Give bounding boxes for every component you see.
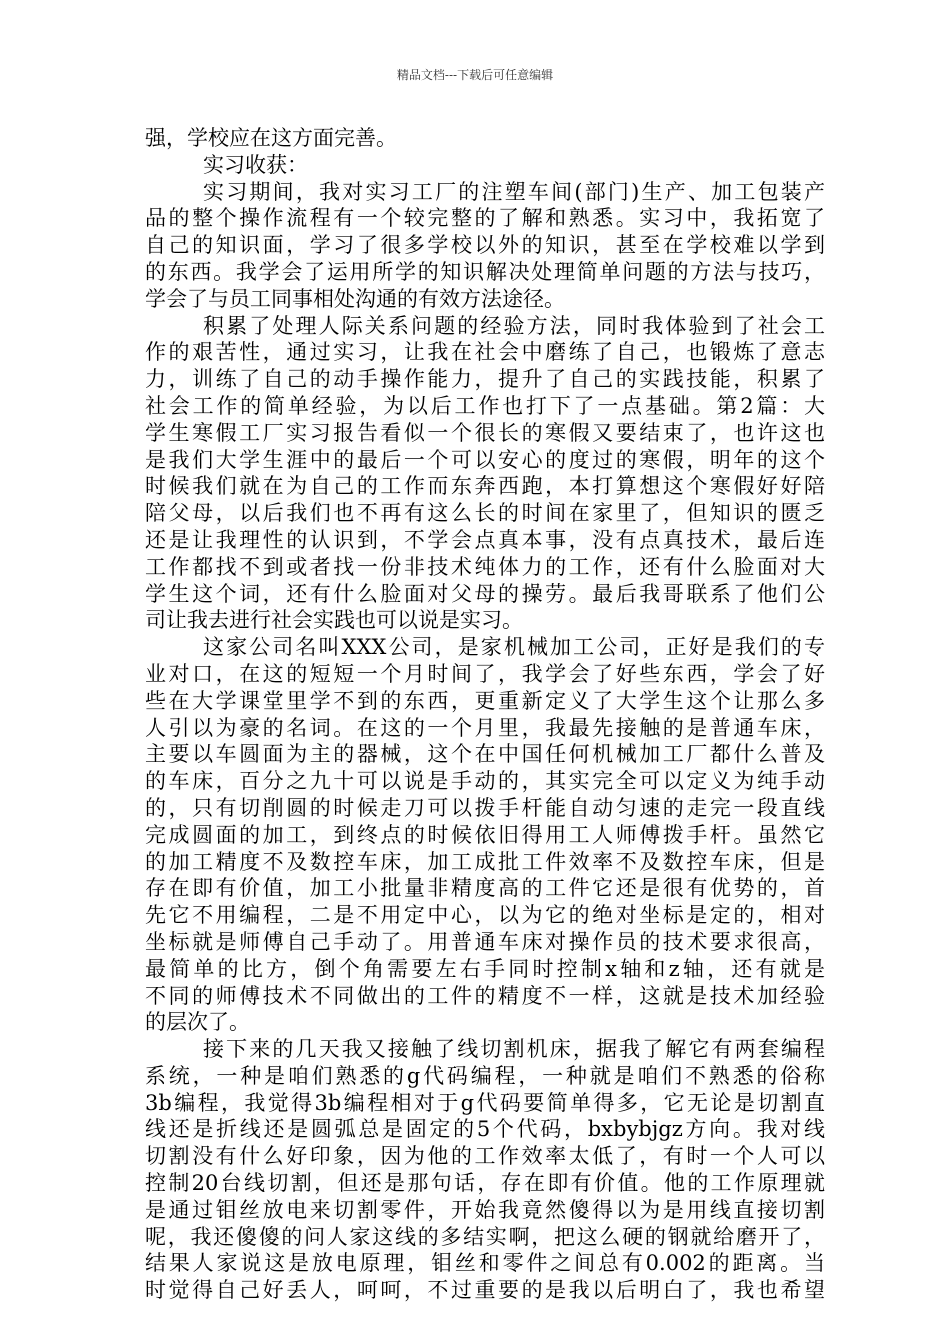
text-line: 结果人家说这是放电原理，钼丝和零件之间总有0.002的距离。当 bbox=[145, 1251, 825, 1276]
text-line: 是通过钼丝放电来切割零件，开始我竟然傻得以为是用线直接切割 bbox=[145, 1197, 825, 1222]
text-line: 时觉得自己好丢人，呵呵，不过重要的是我以后明白了，我也希望 bbox=[145, 1278, 825, 1303]
text-line: 强，学校应在这方面完善。 bbox=[145, 126, 397, 150]
text-line: 完成圆面的加工，到终点的时候依旧得用工人师傅拨手杆。虽然它 bbox=[145, 822, 825, 847]
text-line: 学生这个词，还有什么脸面对父母的操劳。最后我哥联系了他们公 bbox=[145, 581, 825, 606]
text-line: 系统，一种是咱们熟悉的g代码编程，一种就是咱们不熟悉的俗称 bbox=[145, 1063, 825, 1088]
text-line: 最简单的比方，倒个角需要左右手同时控制x轴和z轴，还有就是 bbox=[145, 956, 825, 981]
text-line: 呢，我还傻傻的问人家这线的多结实啊，把这么硬的钢就给磨开了， bbox=[145, 1224, 825, 1249]
text-line: 实习期间，我对实习工厂的注塑车间(部门)生产、加工包装产 bbox=[203, 179, 825, 204]
text-line: 些在大学课堂里学不到的东西，更重新定义了大学生这个让那么多 bbox=[145, 688, 825, 713]
text-line: 还是让我理性的认识到，不学会点真本事，没有点真技术，最后连 bbox=[145, 527, 825, 552]
text-line: 的车床，百分之九十可以说是手动的，其实完全可以定义为纯手动 bbox=[145, 769, 825, 794]
text-line: 的，只有切削圆的时候走刀可以拨手杆能自动匀速的走完一段直线 bbox=[145, 795, 825, 820]
text-line: 坐标就是师傅自己手动了。用普通车床对操作员的技术要求很高， bbox=[145, 929, 825, 954]
text-line: 业对口，在这的短短一个月时间了，我学会了好些东西，学会了好 bbox=[145, 661, 825, 686]
text-line: 工作都找不到或者找一份非技术纯体力的工作，还有什么脸面对大 bbox=[145, 554, 825, 579]
text-line: 切割没有什么好印象，因为他的工作效率太低了，有时一个人可以 bbox=[145, 1144, 825, 1169]
text-line: 积累了处理人际关系问题的经验方法，同时我体验到了社会工 bbox=[203, 313, 825, 338]
text-line: 存在即有价值，加工小批量非精度高的工件它还是很有优势的，首 bbox=[145, 876, 825, 901]
text-line: 不同的师傅技术不同做出的工件的精度不一样，这就是技术加经验 bbox=[145, 983, 825, 1008]
text-line: 的层次了。 bbox=[145, 1010, 250, 1035]
text-line: 是我们大学生涯中的最后一个可以安心的度过的寒假，明年的这个 bbox=[145, 447, 825, 472]
document-body bbox=[145, 125, 825, 1304]
text-line: 人引以为豪的名词。在这的一个月里，我最先接触的是普通车床， bbox=[145, 715, 825, 740]
text-line: 品的整个操作流程有一个较完整的了解和熟悉。实习中，我拓宽了 bbox=[145, 206, 825, 231]
text-line: 司让我去进行社会实践也可以说是实习。 bbox=[145, 608, 523, 633]
text-line: 接下来的几天我又接触了线切割机床，据我了解它有两套编程 bbox=[203, 1037, 825, 1062]
text-line: 的东西。我学会了运用所学的知识解决处理简单问题的方法与技巧， bbox=[145, 259, 825, 284]
text-line: 实习收获： bbox=[203, 152, 308, 177]
text-line: 先它不用编程，二是不用定中心，以为它的绝对坐标是定的，相对 bbox=[145, 903, 825, 928]
text-line: 的加工精度不及数控车床，加工成批工件效率不及数控车床，但是 bbox=[145, 849, 825, 874]
text-line: 力，训练了自己的动手操作能力，提升了自己的实践技能，积累了 bbox=[145, 367, 825, 392]
text-line: 控制20台线切割，但还是那句话，存在即有价值。他的工作原理就 bbox=[145, 1171, 825, 1196]
page-header: 精品文档---下载后可任意编辑 bbox=[396, 68, 554, 82]
text-line: 学生寒假工厂实习报告看似一个很长的寒假又要结束了，也许这也 bbox=[145, 420, 825, 445]
text-line: 线还是折线还是圆弧总是固定的5个代码，bxbybjgz方向。我对线 bbox=[145, 1117, 825, 1142]
text-line: 作的艰苦性，通过实习，让我在社会中磨练了自己，也锻炼了意志 bbox=[145, 340, 825, 365]
text-line: 陪父母，以后我们也不再有这么长的时间在家里了，但知识的匮乏 bbox=[145, 501, 825, 526]
text-line: 自己的知识面，学习了很多学校以外的知识，甚至在学校难以学到 bbox=[145, 233, 825, 258]
text-line: 社会工作的简单经验，为以后工作也打下了一点基础。第2篇：大 bbox=[145, 393, 825, 418]
text-line: 主要以车圆面为主的器械，这个在中国任何机械加工厂都什么普及 bbox=[145, 742, 825, 767]
text-line: 这家公司名叫XXX公司，是家机械加工公司，正好是我们的专 bbox=[203, 635, 825, 660]
text-line: 3b编程，我觉得3b编程相对于g代码要简单得多，它无论是切割直 bbox=[145, 1090, 825, 1115]
text-line: 学会了与员工同事相处沟通的有效方法途径。 bbox=[145, 286, 565, 311]
text-line: 时候我们就在为自己的工作而东奔西跑，本打算想这个寒假好好陪 bbox=[145, 474, 825, 499]
